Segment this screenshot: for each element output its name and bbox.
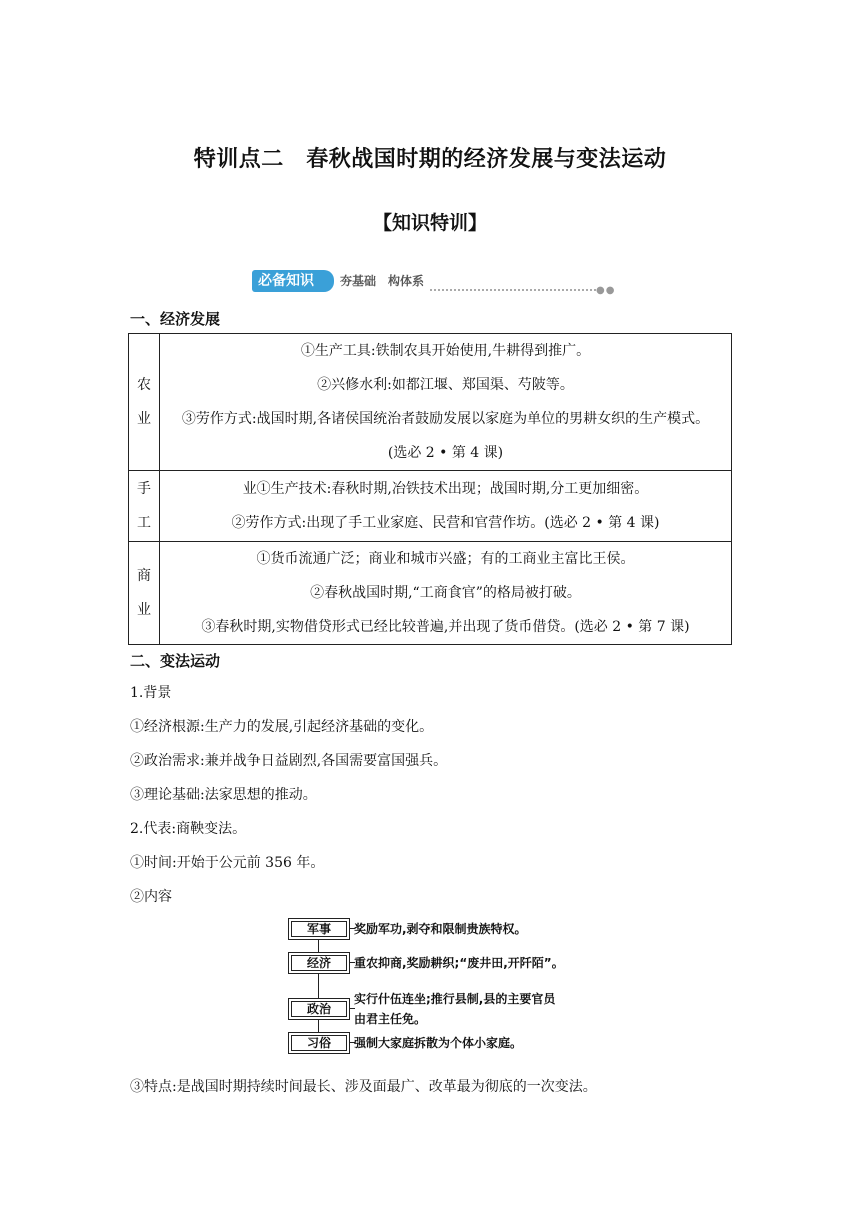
reform-feature: ③特点:是战国时期持续时间最长、涉及面最广、改革最为彻底的一次变法。 <box>130 1079 597 1095</box>
handicraft-line-1: 业①生产技术:春秋时期,冶铁技术出现；战国时期,分工更加细密。 <box>242 481 649 497</box>
content-label: ②内容 <box>130 889 172 905</box>
economy-table <box>128 333 732 645</box>
diagram-text-politics-2: 由君主任免。 <box>354 1012 427 1026</box>
diagram-connector <box>318 928 319 1040</box>
handicraft-content <box>160 471 732 542</box>
commerce-line-2: ②春秋战国时期,“工商食官”的格局被打破。 <box>310 585 581 601</box>
diagram-box-military: 军事 <box>288 918 350 940</box>
category-char: 农 <box>137 377 151 393</box>
background-item-3: ③理论基础:法家思想的推动。 <box>130 787 317 803</box>
banner-badge: 必备知识 <box>252 270 334 292</box>
diagram-link <box>349 1008 355 1009</box>
reform-content-diagram <box>286 916 606 1056</box>
agriculture-content <box>160 334 732 471</box>
agriculture-line-2: ②兴修水利:如都江堰、郑国渠、芍陂等。 <box>317 377 574 393</box>
diagram-box-economy: 经济 <box>288 952 350 974</box>
category-char: 业 <box>137 411 151 427</box>
banner-dotted-line <box>430 289 596 291</box>
background-item-2: ②政治需求:兼并战争日益剧烈,各国需要富国强兵。 <box>130 753 448 769</box>
representative: 2.代表:商鞅变法。 <box>130 821 247 837</box>
heading-economy: 一、经济发展 <box>130 310 221 328</box>
table-row-agriculture <box>129 334 732 471</box>
category-commerce <box>129 542 160 645</box>
page-title: 特训点二 春秋战国时期的经济发展与变法运动 <box>193 147 667 172</box>
background-item-1: ①经济根源:生产力的发展,引起经济基础的变化。 <box>130 719 434 735</box>
reform-time: ①时间:开始于公元前 356 年。 <box>130 855 325 871</box>
category-char: 手 <box>137 481 151 497</box>
diagram-text-economy: 重农抑商,奖励耕织;“废井田,开阡陌”。 <box>354 956 564 970</box>
banner-tag: 夯基础 构体系 <box>340 274 425 288</box>
diagram-box-politics: 政治 <box>288 998 350 1020</box>
diagram-box-customs: 习俗 <box>288 1032 350 1054</box>
agriculture-line-1: ①生产工具:铁制农具开始使用,牛耕得到推广。 <box>300 343 591 359</box>
banner-dots: ●● <box>596 285 616 296</box>
agriculture-line-3: ③劳作方式:战国时期,各诸侯国统治者鼓励发展以家庭为单位的男耕女织的生产模式。 <box>181 411 710 427</box>
category-char: 业 <box>137 602 151 618</box>
commerce-line-3: ③春秋时期,实物借贷形式已经比较普遍,并出现了货币借贷。(选必 2 • 第 7 课) <box>201 619 690 635</box>
background-title: 1.背景 <box>130 685 172 701</box>
category-char: 商 <box>137 568 151 584</box>
handicraft-line-2: ②劳作方式:出现了手工业家庭、民营和官营作坊。(选必 2 • 第 4 课) <box>231 515 660 531</box>
category-agriculture <box>129 334 160 471</box>
commerce-line-1: ①货币流通广泛；商业和城市兴盛；有的工商业主富比王侯。 <box>256 551 635 567</box>
table-row-handicraft <box>129 471 732 542</box>
section-subtitle: 【知识特训】 <box>372 212 487 234</box>
table-row-commerce <box>129 542 732 645</box>
category-char: 工 <box>137 515 151 531</box>
commerce-content <box>160 542 732 645</box>
diagram-text-military: 奖励军功,剥夺和限制贵族特权。 <box>354 922 527 936</box>
agriculture-line-4: (选必 2 • 第 4 课) <box>387 445 504 461</box>
heading-reform: 二、变法运动 <box>130 652 221 670</box>
category-handicraft <box>129 471 160 542</box>
diagram-text-politics-1: 实行什伍连坐;推行县制,县的主要官员 <box>354 992 556 1006</box>
knowledge-banner <box>252 270 616 296</box>
diagram-text-customs: 强制大家庭拆散为个体小家庭。 <box>354 1036 523 1050</box>
